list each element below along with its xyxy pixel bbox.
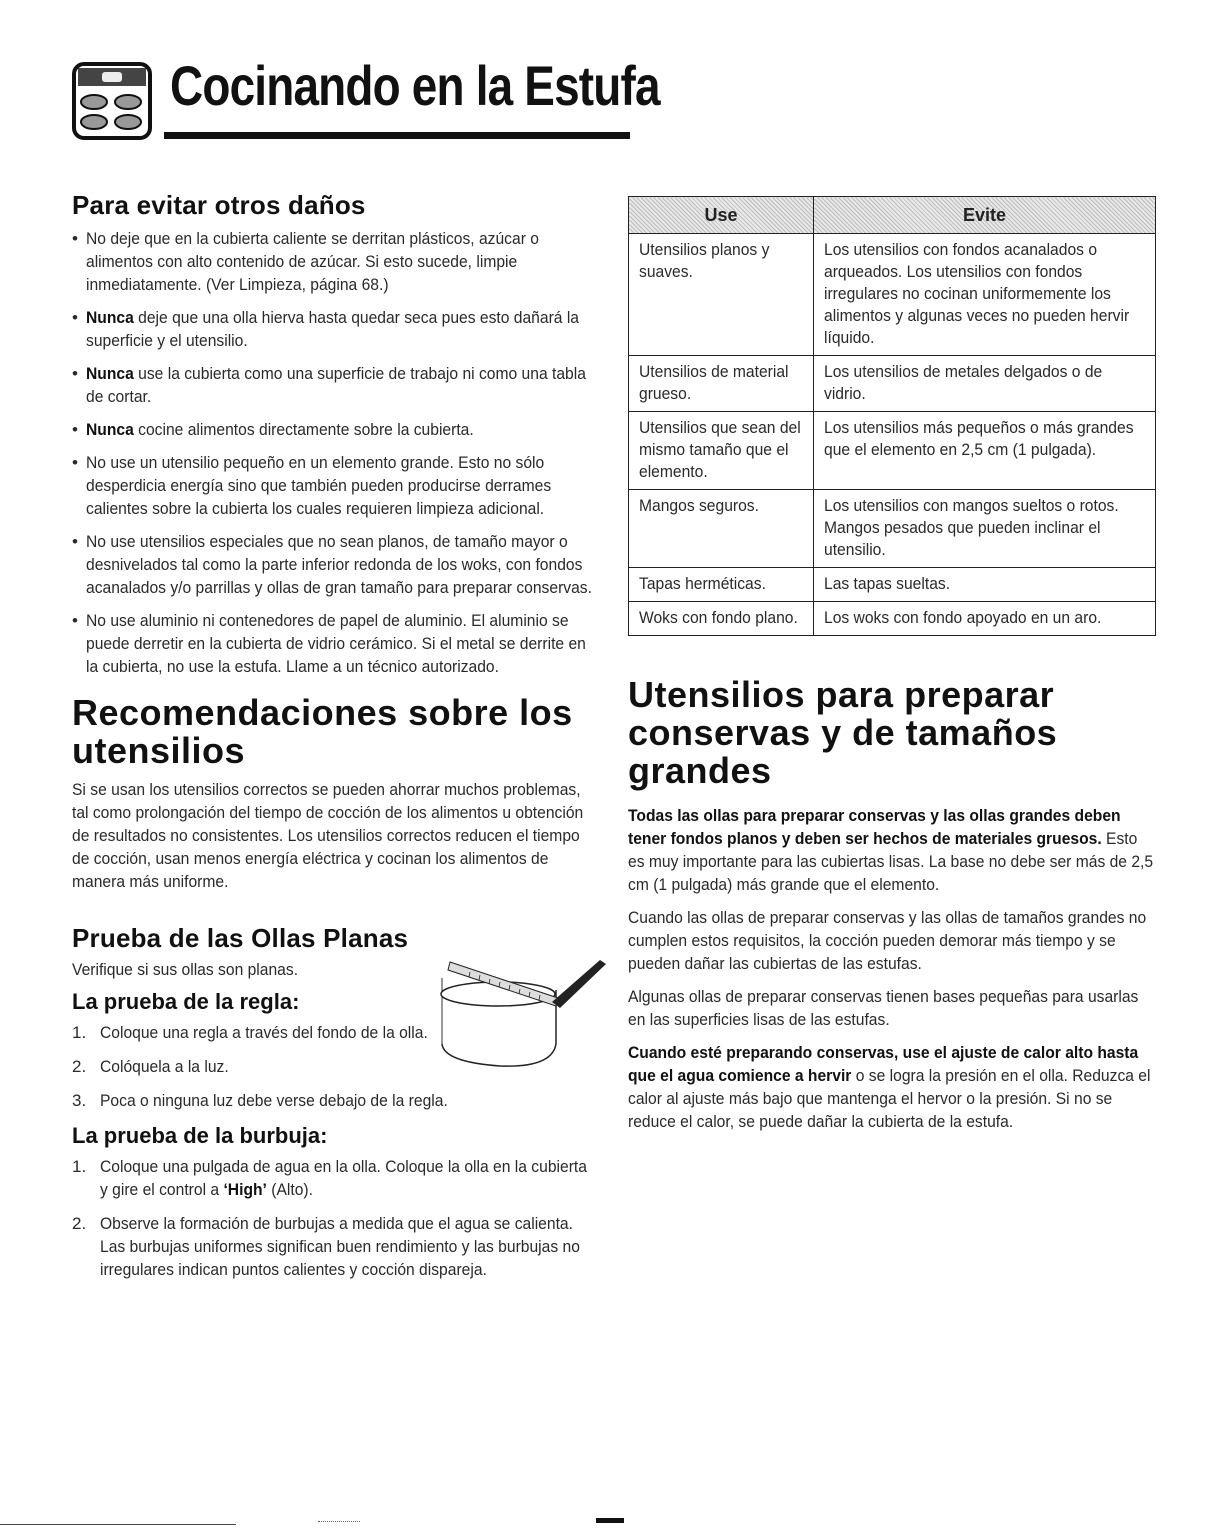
table-row [629,568,1156,602]
reco-text: Si se usan los utensilios correctos se pueden ahorrar muchos problemas, tal como prolongación del tiempo de cocción de los alimentos u obtención de resultados no consistentes. Los utensilios correctos reducen el tiempo de cocción, usan menos energía eléctrica y cocinan los alimentos de manera más uniforme. [72,780,584,891]
stove-icon [72,62,154,142]
reco-heading: Recomendaciones sobre los utensilios [72,692,573,771]
list-item [72,530,602,599]
cell-use [629,234,814,356]
canning-heading: Utensilios para preparar conservas y de tamaños grandes [628,674,1058,791]
item-text: No use utensilios especiales que no sean planos, de tamaño mayor o desnivelados tal como la parte inferior redonda de los woks, con fondos acanalados y/o parrillas y ollas de gran tamaño para preparar conservas. [86,532,592,597]
item-bold: Nunca [86,364,134,383]
cell-avoid [814,356,1156,412]
cell-text: Los utensilios con fondos acanalados o arqueados. Los utensilios con fondos irregulares no cocinan uniformemente los alimentos y algunas veces no pueden hervir líquido. [824,240,1130,347]
cell-text: Tapas herméticas. [639,574,766,593]
col-header-avoid: Evite [814,197,1156,234]
ruler-pot-illustration [440,958,610,1068]
cell-avoid [814,234,1156,356]
canning-paragraph-3: Algunas ollas de preparar conservas tienen bases pequeñas para usarlas en las superficies lisas de las estufas. [628,987,1139,1029]
cell-text: Utensilios de material grueso. [639,362,789,403]
canning-p4-text: o se logra la presión en el olla. Reduzca el calor al ajuste más bajo que mantenga el hervor o la presión. Si no se reduce el calor, se puede dañar la cubierta de la estufa. [628,1066,1151,1131]
item-bold: Nunca [86,308,134,327]
page-title: Cocinando en la Estufa [170,54,660,117]
step-number: 1. [72,1023,87,1042]
cookware-table [628,196,1156,636]
flat-test-text: Verifique si sus ollas son planas. [72,960,299,979]
step-number: 1. [72,1157,87,1176]
item-text: deje que una olla hierva hasta quedar seca pues esto dañará la superficie y el utensilio. [86,308,580,350]
step-text: Coloque una pulgada de agua en la olla. Coloque la olla en la cubierta y gire el control a [100,1157,587,1199]
table-row [629,234,1156,356]
page-number-mark [596,1518,624,1523]
table-row [629,412,1156,490]
cell-text: Los utensilios más pequeños o más grandes que el elemento en 2,5 cm (1 pulgada). [824,418,1134,459]
canning-p1-text: Esto es muy importante para las cubiertas lisas. La base no debe ser más de 2,5 cm (1 pulgada) más grande que el elemento. [628,829,1154,894]
list-item [72,227,602,296]
list-item [72,306,602,352]
cell-use [629,356,814,412]
right-column [628,196,1158,1133]
damage-heading: Para evitar otros daños [72,190,366,220]
page-header [72,52,660,152]
cell-use [629,602,814,636]
step-text: Poca o ninguna luz debe verse debajo de la regla. [100,1091,448,1110]
step-text: Colóquela a la luz. [100,1057,229,1076]
cell-avoid [814,412,1156,490]
item-text: No use un utensilio pequeño en un elemento grande. Esto no sólo desperdicia energía sino que también pueden producirse derrames calientes sobre la cubierta los cuales requieren limpieza adicional. [86,453,552,518]
step-bold: ‘High’ [223,1180,267,1199]
list-item [72,1155,602,1201]
step-text: Coloque una regla a través del fondo de la olla. [100,1023,428,1042]
item-text: use la cubierta como una superficie de trabajo ni como una tabla de cortar. [86,364,586,406]
flat-test-heading: Prueba de las Ollas Planas [72,923,409,953]
bubble-test-heading: La prueba de la burbuja: [72,1123,328,1148]
cell-text: Los woks con fondo apoyado en un aro. [824,608,1102,627]
cell-text: Mangos seguros. [639,496,759,515]
damage-list [72,227,602,678]
step-text: (Alto). [266,1180,313,1199]
list-item [72,418,602,441]
step-number: 3. [72,1091,87,1110]
ruler-test-heading: La prueba de la regla: [72,989,300,1014]
item-text: cocine alimentos directamente sobre la cubierta. [133,420,474,439]
list-item [72,609,602,678]
table-header-row [629,197,1156,234]
step-text: Observe la formación de burbujas a medida que el agua se calienta. Las burbujas uniformes significan buen rendimiento y las burbujas no irregulares indican puntos calientes y cocción dispareja. [100,1214,580,1279]
left-column [72,190,602,1292]
item-text: No deje que en la cubierta caliente se derritan plásticos, azúcar o alimentos con alto contenido de azúcar. Si esto sucede, limpie inmediatamente. (Ver Limpieza, página 68.) [86,229,539,294]
cell-avoid [814,568,1156,602]
cell-text: Los utensilios con mangos sueltos o rotos. Mangos pesados que pueden inclinar el utensilio. [824,496,1119,559]
cell-use [629,412,814,490]
cell-avoid [814,602,1156,636]
list-item [72,362,602,408]
step-number: 2. [72,1214,87,1233]
cell-text: Woks con fondo plano. [639,608,798,627]
cell-use [629,568,814,602]
table-row [629,356,1156,412]
cell-text: Los utensilios de metales delgados o de vidrio. [824,362,1103,403]
canning-p1-bold: Todas las ollas para preparar conservas y las ollas grandes deben tener fondos planos y deben ser hechos de materiales gruesos. [628,806,1121,848]
table-row [629,602,1156,636]
step-number: 2. [72,1057,87,1076]
canning-paragraph-2: Cuando las ollas de preparar conservas y las ollas de tamaños grandes no cumplen estos requisitos, la cocción pueden demorar más tiempo y se pueden dañar las cubiertas de las estufas. [628,908,1147,973]
title-rule [164,132,630,139]
list-item [72,1212,602,1281]
item-bold: Nunca [86,420,134,439]
footer-dots [318,1521,360,1522]
canning-p4-bold: Cuando esté preparando conservas, use el ajuste de calor alto hasta que el agua comience a hervir [628,1043,1139,1085]
cell-text: Utensilios planos y suaves. [639,240,770,281]
canning-paragraph-1 [628,804,1155,896]
canning-paragraph-4 [628,1041,1155,1133]
cell-text: Las tapas sueltas. [824,574,951,593]
table-row [629,490,1156,568]
col-header-use: Use [629,197,814,234]
cell-use [629,490,814,568]
item-text: No use aluminio ni contenedores de papel de aluminio. El aluminio se puede derretir en la cubierta de vidrio cerámico. Si el metal se derrite en la cubierta, no use la estufa. Llame a un técnico autorizado. [86,611,586,676]
cell-avoid [814,490,1156,568]
footer-rule [0,1524,236,1525]
list-item [72,1089,602,1112]
bubble-steps [72,1155,602,1281]
list-item [72,451,602,520]
cell-text: Utensilios que sean del mismo tamaño que el elemento. [639,418,801,481]
